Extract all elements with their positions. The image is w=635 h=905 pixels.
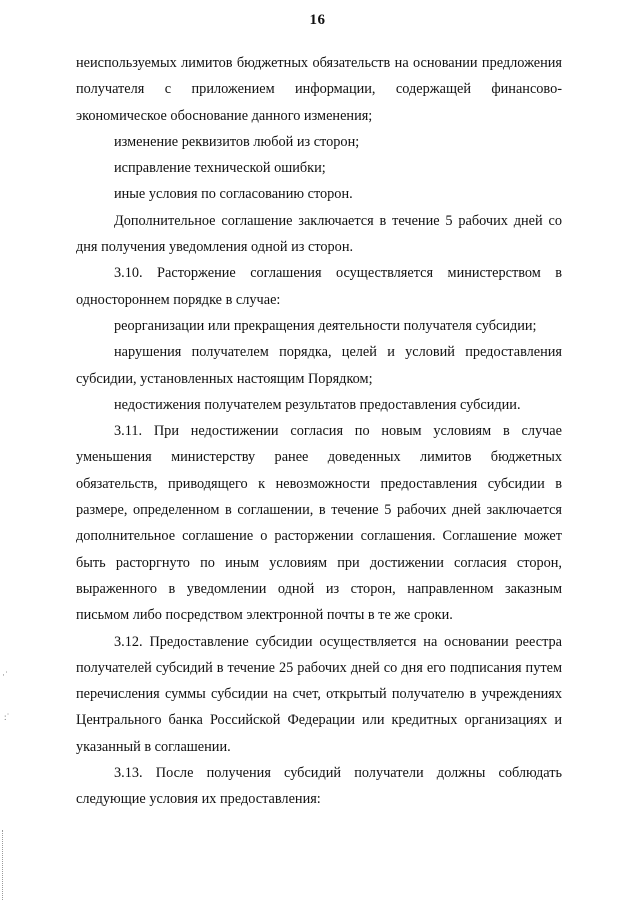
paragraph-reorganization: реорганизации или прекращения деятельности получателя субсидии; xyxy=(114,317,537,334)
scan-artifact-mark: ·˙ xyxy=(2,670,8,680)
paragraph-additional-agreement: Дополнительное соглашение заключается в течение 5 рабочих дней со дня получения уведомления одной из сторон. xyxy=(76,212,562,256)
paragraph-violation: нарушения получателем порядка, целей и условий предоставления субсидии, установленных настоящим Порядком; xyxy=(76,344,562,387)
paragraph-other-conditions: иные условия по согласованию сторон. xyxy=(114,186,353,203)
paragraph-3-10: 3.10. Расторжение соглашения осуществляется министерством в одностороннем порядке в случае: xyxy=(76,265,562,308)
scan-edge-line xyxy=(2,830,4,900)
paragraph-3-13: 3.13. После получения субсидий получатели должны соблюдать следующие условия их предоставления: xyxy=(76,765,562,808)
scan-artifact-mark: :˙ xyxy=(4,712,10,722)
document-body xyxy=(76,50,562,813)
paragraph-results-not-achieved: недостижения получателем результатов предоставления субсидии. xyxy=(114,396,521,413)
paragraph-requisites-change: изменение реквизитов любой из сторон; xyxy=(114,133,360,150)
paragraph-technical-error: исправление технической ошибки; xyxy=(114,160,326,177)
paragraph-3-11: 3.11. При недостижении согласия по новым условиям в случае уменьшения министерству ранее доведенных лимитов бюджетных обязательств, приводящего к невозможности предоставления субсидии в размере, определенном в соглашении, в течение 5 рабочих дней заключается дополнительное соглашение о расторжении соглашения. Соглашение может быть расторгнуто по иным условиям при достижении согласия сторон, выраженного в уведомлении одной из сторон, направленном заказным письмом либо посредством электронной почты в те же сроки. xyxy=(76,423,562,624)
paragraph-continuation: неиспользуемых лимитов бюджетных обязательств на основании предложения получателя с приложением информации, содержащей финансово-экономическое обоснование данного изменения; xyxy=(76,55,562,124)
page-number: 16 xyxy=(309,12,326,28)
paragraph-3-12: 3.12. Предоставление субсидии осуществляется на основании реестра получателей субсидий в течение 25 рабочих дней со дня его подписания путем перечисления суммы субсидии на счет, открытый получателю в учреждениях Центрального банка Российской Федерации или кредитных организациях и указанный в соглашении. xyxy=(76,633,562,755)
